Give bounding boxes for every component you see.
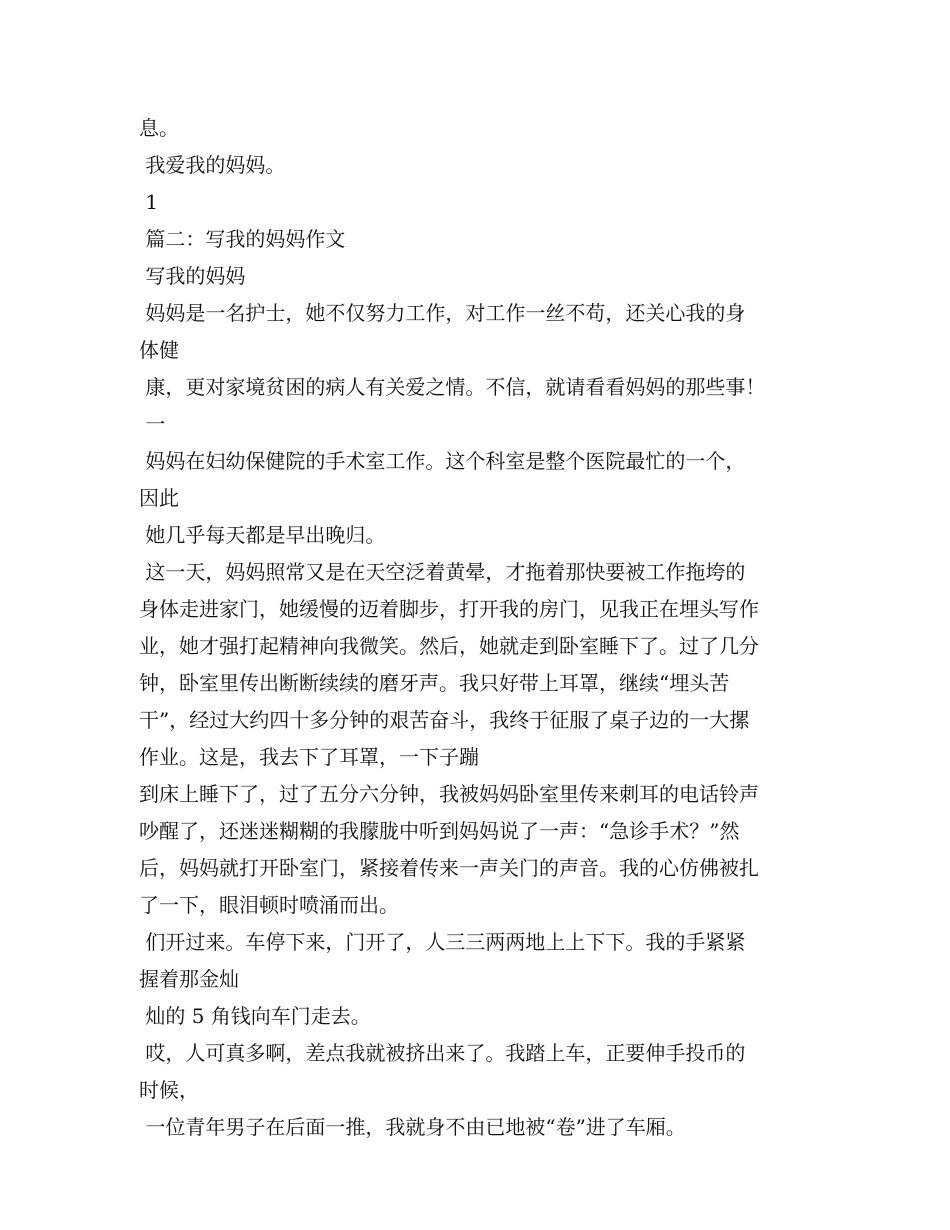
text-line: 康，更对家境贫困的病人有关爱之情。不信，就请看看妈妈的那些事！	[139, 375, 766, 399]
text-line: 一位青年男子在后面一推，我就身不由已地被“卷”进了车厢。	[139, 1115, 686, 1139]
text-line: 干”，经过大约四十多分钟的艰苦奋斗，我终于征服了桌子边的一大摞	[139, 708, 750, 732]
text-line: 了一下，眼泪顿时喷涌而出。	[139, 893, 399, 917]
text-line: 后，妈妈就打开卧室门，紧接着传来一声关门的声音。我的心仿佛被扎	[139, 856, 759, 880]
document-body	[139, 110, 829, 1146]
text-line: 时候，	[139, 1078, 199, 1102]
text-line: 妈妈在妇幼保健院的手术室工作。这个科室是整个医院最忙的一个，	[139, 449, 746, 473]
text-line: 因此	[139, 486, 179, 510]
section-heading: 篇二：写我的妈妈作文	[139, 227, 346, 251]
text-line: 体健	[139, 338, 179, 362]
text-line: 身体走进家门，她缓慢的迈着脚步，打开我的房门，见我正在埋头写作	[139, 597, 759, 621]
text-line: 妈妈是一名护士，她不仅努力工作，对工作一丝不苟，还关心我的身	[139, 301, 746, 325]
text-line: 这一天，妈妈照常又是在天空泛着黄晕，才拖着那快要被工作拖垮的	[139, 560, 746, 584]
text-line: 吵醒了，还迷迷糊糊的我朦胧中听到妈妈说了一声：“急诊手术？”然	[139, 819, 740, 843]
text-line: 灿的 5 角钱向车门走去。	[139, 1004, 371, 1028]
text-line: 握着那金灿	[139, 967, 239, 991]
page-number: 1	[139, 190, 159, 214]
text-line: 息。	[139, 116, 179, 140]
text-line: 们开过来。车停下来，门开了，人三三两两地上上下下。我的手紧紧	[139, 930, 746, 954]
text-line: 钟，卧室里传出断断续续的磨牙声。我只好带上耳罩，继续“埋头苦	[139, 671, 730, 695]
text-line: 哎，人可真多啊，差点我就被挤出来了。我踏上车，正要伸手投币的	[139, 1041, 746, 1065]
essay-title: 写我的妈妈	[139, 264, 246, 288]
text-line: 她几乎每天都是早出晚归。	[139, 523, 386, 547]
text-line: 到床上睡下了，过了五分六分钟，我被妈妈卧室里传来刺耳的电话铃声	[139, 782, 759, 806]
text-line: 业，她才强打起精神向我微笑。然后，她就走到卧室睡下了。过了几分	[139, 634, 759, 658]
text-line: 作业。这是，我去下了耳罩，一下子蹦	[139, 745, 479, 769]
text-line: 我爱我的妈妈。	[139, 153, 286, 177]
section-marker: 一	[139, 412, 166, 436]
